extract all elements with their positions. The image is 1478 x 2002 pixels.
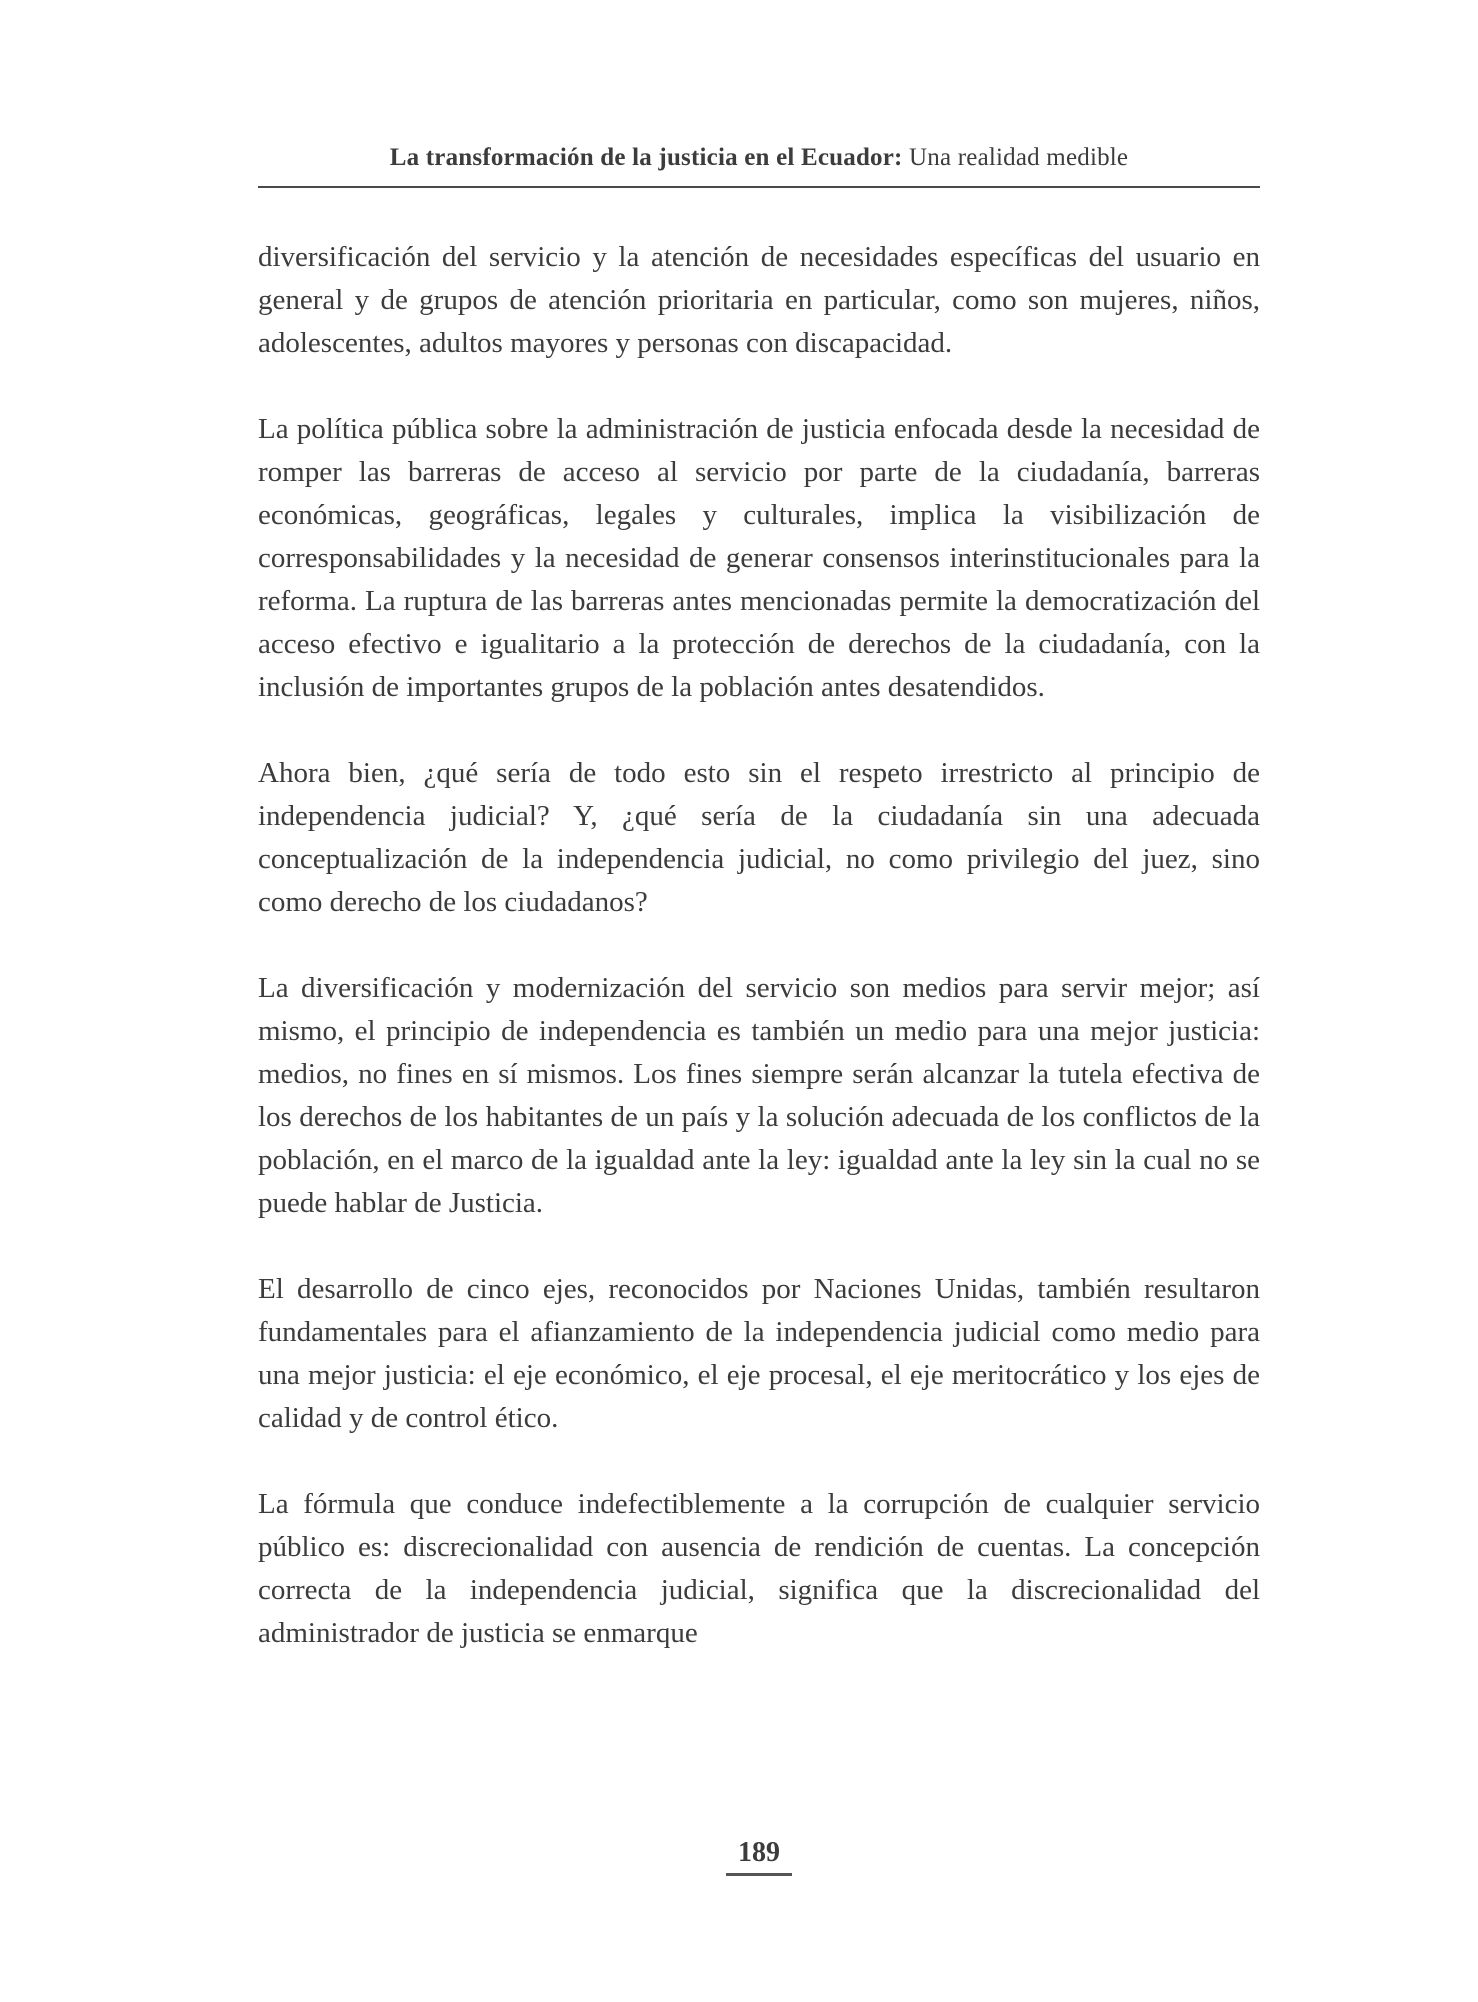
paragraph-6: La fórmula que conduce indefectiblemente a la corrupción de cualquier servicio público es: discrecionalidad con ausencia de rendición de cuentas. La concepción correcta de la independencia judicial, significa que la discrecionalidad del administrador de justicia se enmarque: [258, 1488, 1260, 1649]
paragraph-2: La política pública sobre la administración de justicia enfocada desde la necesidad de romper las barreras de acceso al servicio por parte de la ciudadanía, barreras económicas, geográficas, legales y culturales, implica la visibilización de corresponsabilidades y la necesidad de generar consensos interinstitucionales para la reforma. La ruptura de las barreras antes mencionadas permite la democratización del acceso efectivo e igualitario a la protección de derechos de la ciudadanía, con la inclusión de importantes grupos de la población antes desatendidos.: [258, 413, 1260, 703]
text-block: [258, 0, 1260, 1655]
running-header: [258, 143, 1260, 188]
running-header-subtitle: Una realidad medible: [902, 144, 1129, 171]
page-number: 189: [726, 1836, 792, 1876]
running-header-title: La transformación de la justicia en el Ecuador:: [389, 144, 903, 171]
paragraph-1: diversificación del servicio y la atención de necesidades específicas del usuario en general y de grupos de atención prioritaria en particular, como son mujeres, niños, adolescentes, adultos mayores y personas con discapacidad.: [258, 241, 1260, 359]
paragraph-5: El desarrollo de cinco ejes, reconocidos por Naciones Unidas, también resultaron fundamentales para el afianzamiento de la independencia judicial como medio para una mejor justicia: el eje económico, el eje procesal, el eje meritocrático y los ejes de calidad y de control ético.: [258, 1273, 1260, 1434]
paragraph-3: Ahora bien, ¿qué sería de todo esto sin el respeto irrestricto al principio de independencia judicial? Y, ¿qué sería de la ciudadanía sin una adecuada conceptualización de la independencia judicial, no como privilegio del juez, sino como derecho de los ciudadanos?: [258, 757, 1260, 918]
paragraph-4: La diversificación y modernización del servicio son medios para servir mejor; así mismo, el principio de independencia es también un medio para una mejor justicia: medios, no fines en sí mismos. Los fines siempre serán alcanzar la tutela efectiva de los derechos de los habitantes de un país y la solución adecuada de los conflictos de la población, en el marco de la igualdad ante la ley: igualdad ante la ley sin la cual no se puede hablar de Justicia.: [258, 972, 1260, 1219]
page-footer: [258, 1836, 1260, 1876]
body-text: [258, 236, 1260, 1655]
